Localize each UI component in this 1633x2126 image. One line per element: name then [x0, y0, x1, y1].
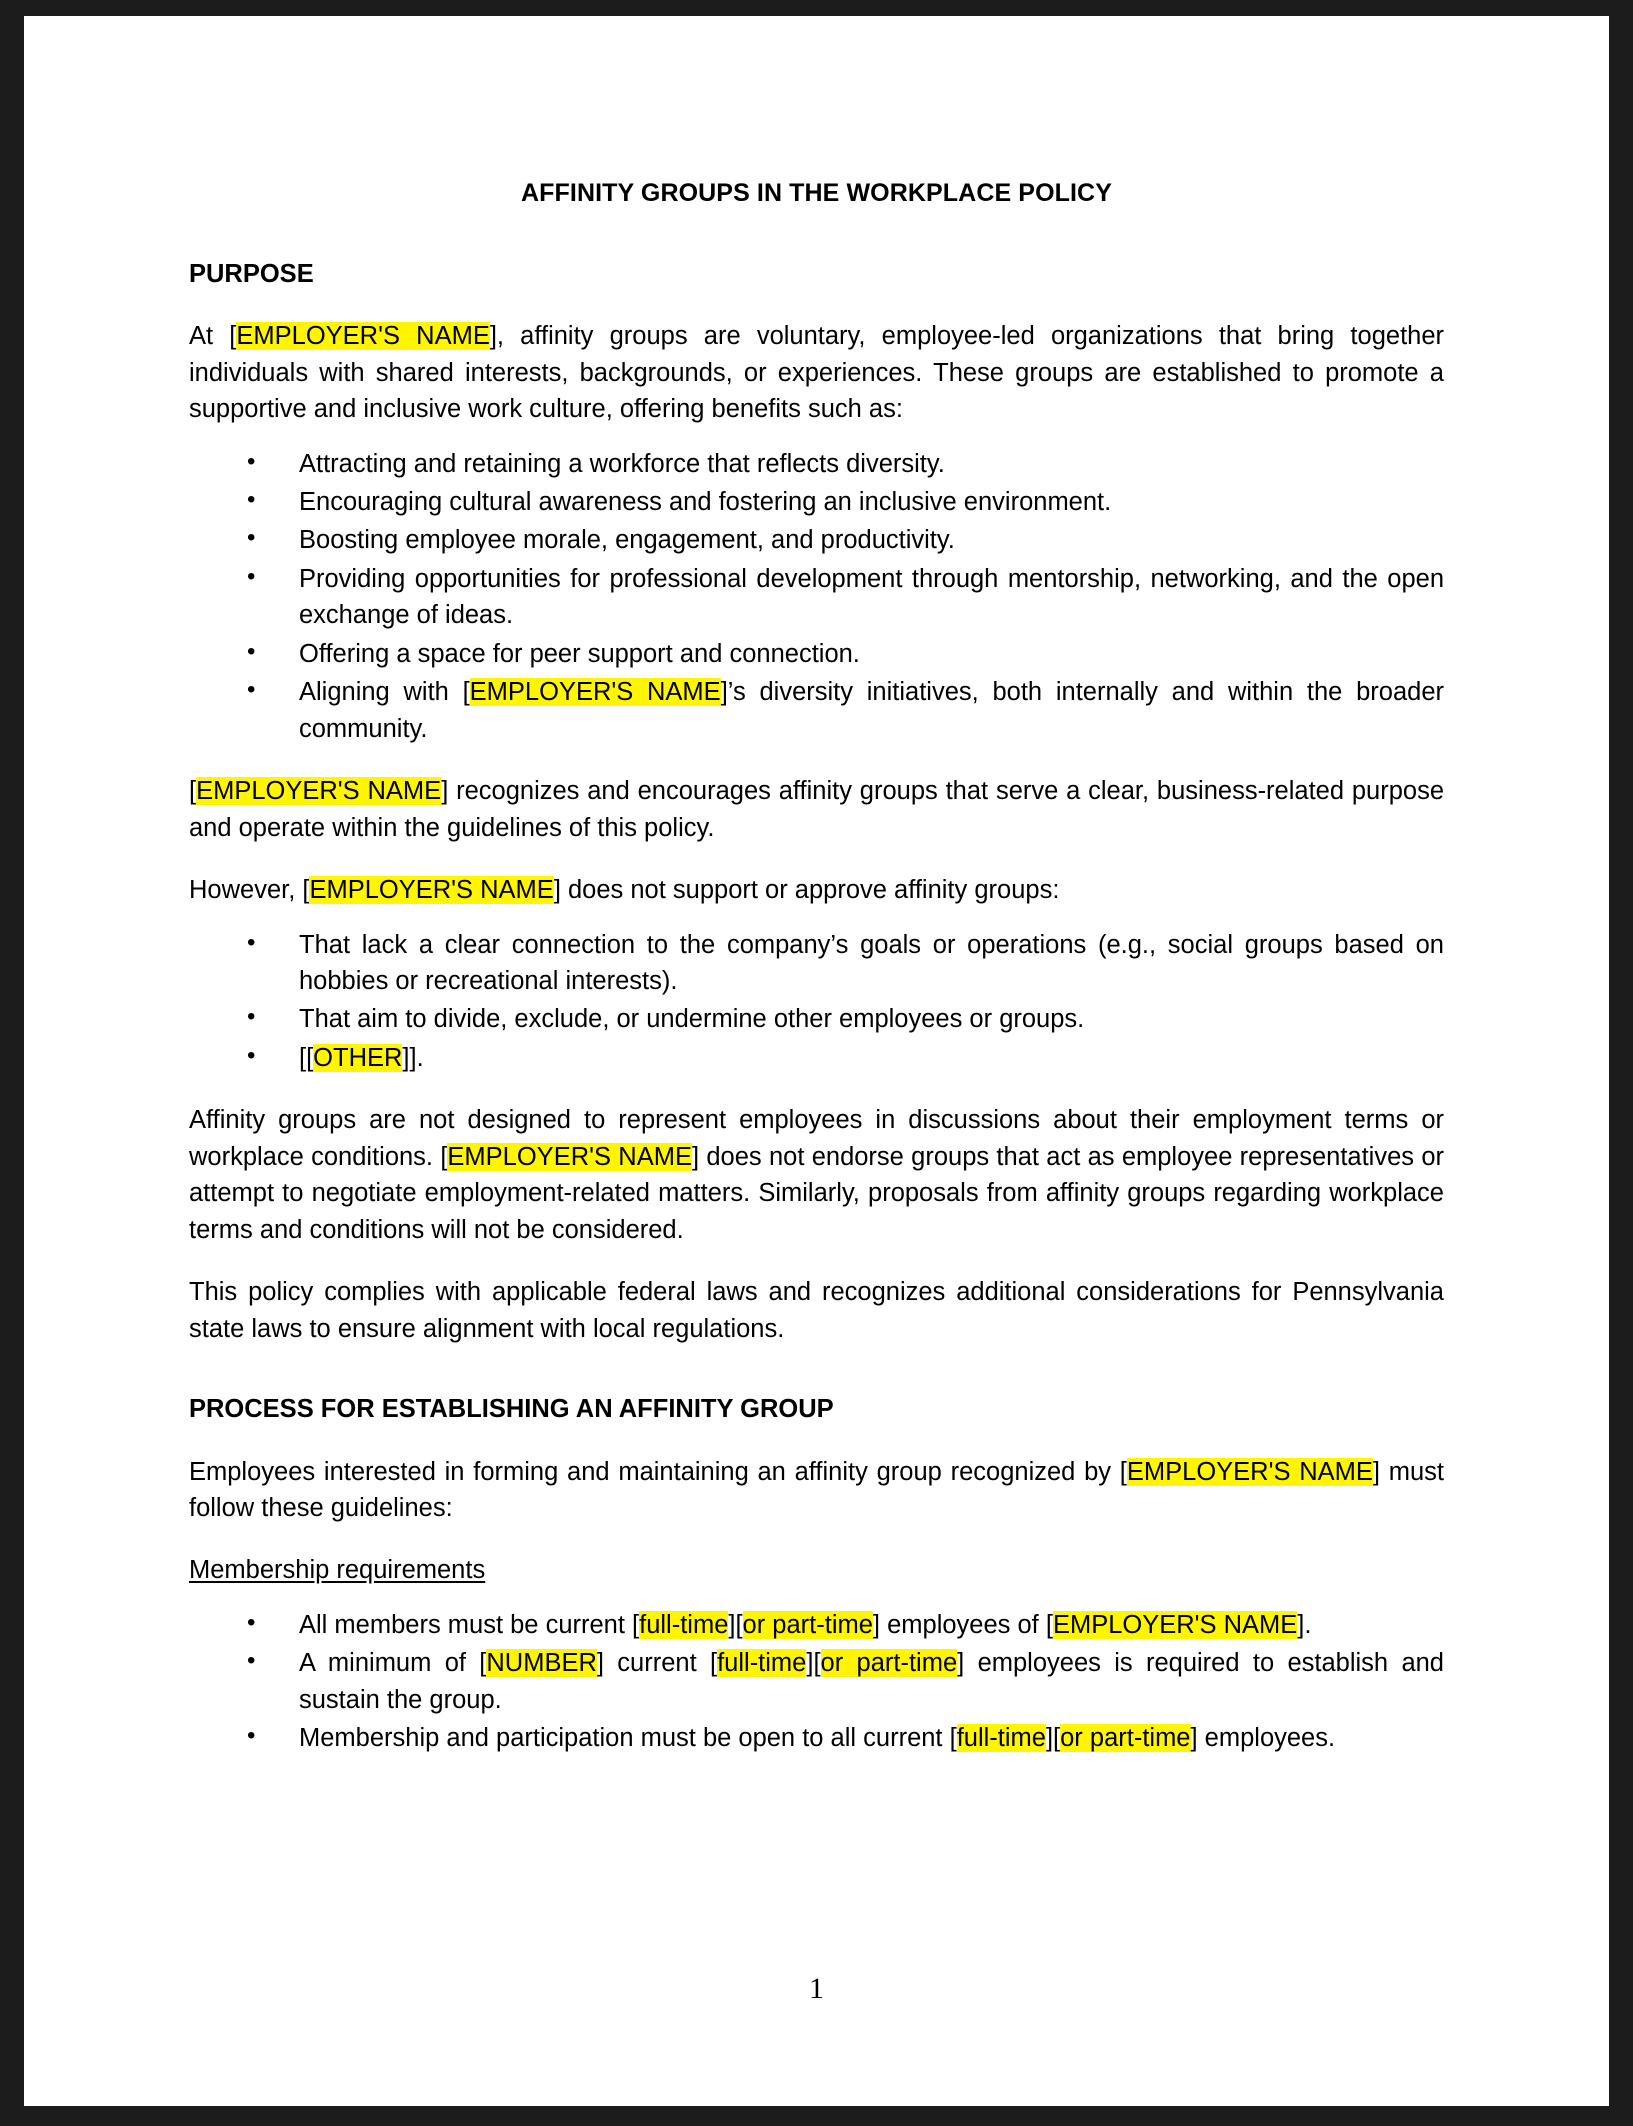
- list-item: • Boosting employee morale, engagement, and productivity.: [189, 522, 1444, 558]
- however-paragraph: [189, 872, 1444, 908]
- membership-item2-b: ] current [: [596, 1649, 718, 1678]
- page-title: AFFINITY GROUPS IN THE WORKPLACE POLICY: [521, 179, 1112, 207]
- however-after: ] does not support or approve affinity groups:: [553, 876, 1060, 905]
- list-item: • Offering a space for peer support and connection.: [189, 636, 1444, 672]
- benefit-last-after: ]’s diversity initiatives, both internally and within the broader community.: [299, 678, 1444, 743]
- list-item: • That lack a clear connection to the company’s goals or operations (e.g., social groups based on hobbies or recreational interests).: [189, 927, 1444, 1000]
- membership-item1-a: All members must be current [: [299, 1610, 640, 1639]
- list-item: • Attracting and retaining a workforce that reflects diversity.: [189, 446, 1444, 482]
- subheading-membership-requirements: Membership requirements: [189, 1556, 486, 1585]
- membership-item2-a: A minimum of [: [299, 1649, 487, 1678]
- recognizes-before: [: [189, 777, 197, 806]
- purpose-intro-after: ], affinity groups are voluntary, employee-led organizations that bring together individuals with shared interests, backgrounds, or experiences. These groups are established to promote a supportive and inclusive work culture, offering benefits such as:: [189, 322, 1445, 424]
- placeholder-employer-name: EMPLOYER'S NAME: [447, 1142, 692, 1171]
- section-heading-purpose: PURPOSE: [189, 259, 314, 288]
- purpose-intro-paragraph: [189, 318, 1444, 427]
- list-item: [189, 1607, 1444, 1643]
- document-body: [24, 176, 1609, 1757]
- list-item: [189, 674, 1444, 747]
- placeholder-employer-name: EMPLOYER'S NAME: [236, 322, 490, 351]
- placeholder-employer-name: EMPLOYER'S NAME: [1126, 1457, 1373, 1486]
- page-number: 1: [809, 1972, 824, 2005]
- membership-item1-c: ] employees of [: [872, 1610, 1053, 1639]
- placeholder-or-part-time: or part-time: [1060, 1724, 1191, 1753]
- process-intro-before: Employees interested in forming and maintaining an affinity group recognized by [: [189, 1457, 1127, 1486]
- exclusions-list: [189, 927, 1444, 1077]
- list-item: • Providing opportunities for professional development through mentorship, networking, and the open exchange of ideas.: [189, 561, 1444, 634]
- exclusion-other-prefix: [[: [299, 1043, 314, 1072]
- placeholder-other: OTHER: [313, 1043, 403, 1072]
- section-heading-process: PROCESS FOR ESTABLISHING AN AFFINITY GROUP: [189, 1395, 834, 1424]
- representation-after: ] does not endorse groups that act as employee representatives or attempt to negotiate employment-related matters. Similarly, proposals from affinity groups regarding workplace terms and conditions will not be considered.: [189, 1142, 1445, 1244]
- membership-item1-d: ].: [1297, 1610, 1312, 1639]
- recognizes-paragraph: [189, 773, 1444, 846]
- benefits-list: [189, 446, 1444, 748]
- process-intro-paragraph: [189, 1454, 1444, 1527]
- placeholder-or-part-time: or part-time: [820, 1649, 958, 1678]
- process-intro-after: ] must follow these guidelines:: [189, 1457, 1444, 1522]
- membership-item1-b: ][: [728, 1610, 743, 1639]
- placeholder-number: NUMBER: [486, 1649, 597, 1678]
- representation-before: Affinity groups are not designed to represent employees in discussions about their employment terms or workplace conditions. [: [189, 1106, 1444, 1171]
- list-item: • Encouraging cultural awareness and fostering an inclusive environment.: [189, 484, 1444, 520]
- compliance-paragraph: This policy complies with applicable federal laws and recognizes additional considerations for Pennsylvania state laws to ensure alignment with local regulations.: [189, 1278, 1444, 1343]
- representation-paragraph: [189, 1102, 1444, 1248]
- placeholder-or-part-time: or part-time: [742, 1610, 873, 1639]
- membership-item2-c: ][: [806, 1649, 821, 1678]
- purpose-intro-before: At [: [189, 322, 237, 351]
- recognizes-after: ] recognizes and encourages affinity groups that serve a clear, business-related purpose and operate within the guidelines of this policy.: [189, 777, 1445, 842]
- placeholder-full-time: full-time: [956, 1724, 1046, 1753]
- membership-item2-d: ] employees is required to establish and sustain the group.: [299, 1649, 1444, 1714]
- membership-item3-c: ] employees.: [1190, 1724, 1336, 1753]
- however-before: However, [: [189, 876, 310, 905]
- placeholder-employer-name: EMPLOYER'S NAME: [1052, 1610, 1298, 1639]
- membership-item3-b: ][: [1045, 1724, 1061, 1753]
- placeholder-full-time: full-time: [639, 1610, 729, 1639]
- benefit-last-before: Aligning with [: [299, 678, 470, 707]
- document-page: [24, 16, 1609, 2106]
- list-item: • That aim to divide, exclude, or undermine other employees or groups.: [189, 1001, 1444, 1037]
- membership-item3-a: Membership and participation must be open to all current [: [299, 1724, 957, 1753]
- list-item: [189, 1040, 1444, 1076]
- placeholder-full-time: full-time: [717, 1649, 807, 1678]
- placeholder-employer-name: EMPLOYER'S NAME: [196, 777, 442, 806]
- list-item: [189, 1645, 1444, 1718]
- membership-requirements-list: [189, 1607, 1444, 1757]
- placeholder-employer-name: EMPLOYER'S NAME: [309, 876, 554, 905]
- exclusion-other-suffix: ]].: [402, 1043, 424, 1072]
- list-item: [189, 1720, 1444, 1756]
- placeholder-employer-name: EMPLOYER'S NAME: [469, 678, 721, 707]
